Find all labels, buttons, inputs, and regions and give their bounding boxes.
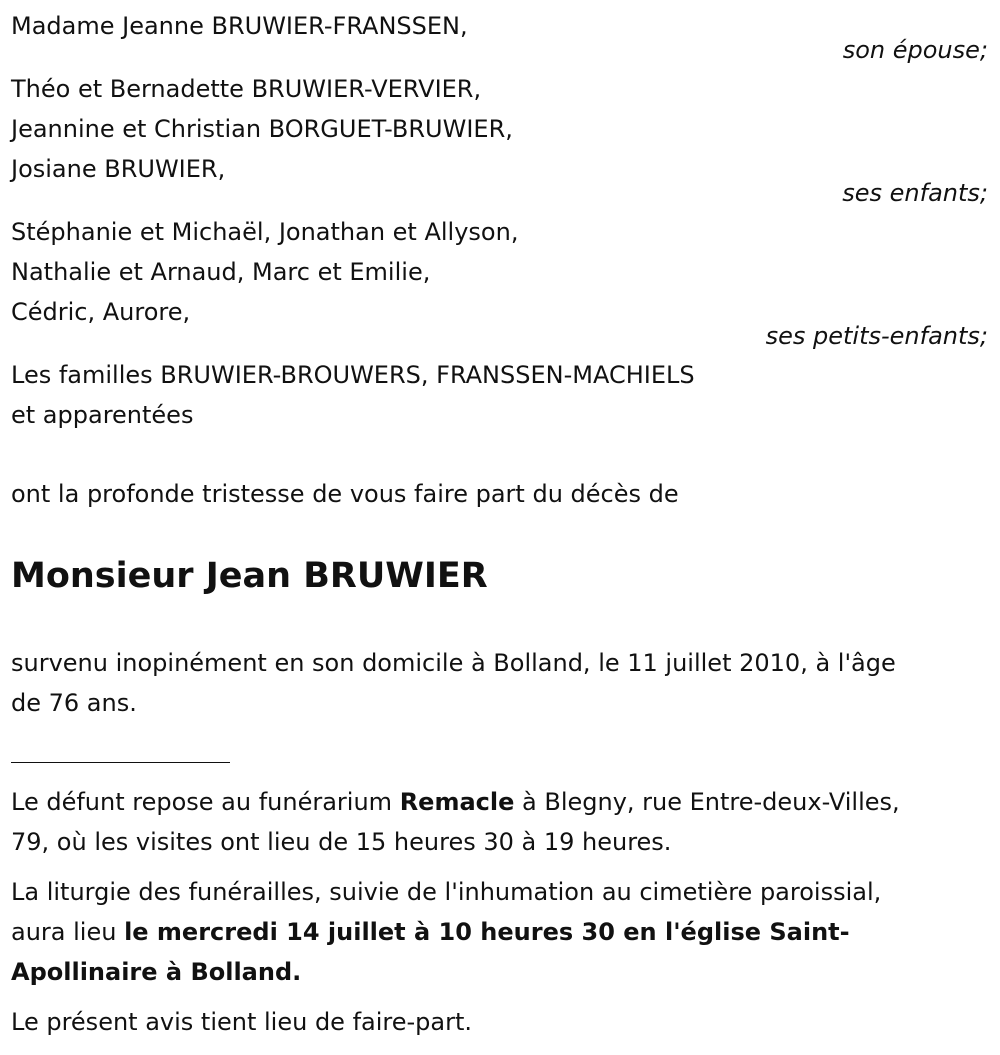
visitation-text-before: Le défunt repose au funérarium: [11, 788, 400, 816]
closing-text: Le présent avis tient lieu de faire-part.: [11, 1008, 473, 1036]
funeral-date-place: le mercredi 14 juillet à 10 heures 30 en l'église Saint-: [124, 918, 850, 946]
children-role: ses enfants;: [842, 179, 988, 207]
funeral-prefix: aura lieu: [11, 918, 125, 946]
grandchildren-role: ses petits-enfants;: [765, 322, 988, 350]
visitation-text-after: à Blegny, rue Entre-deux-Villes,: [514, 788, 900, 816]
announcement-text: ont la profonde tristesse de vous faire part du décès de: [11, 480, 679, 508]
grandchildren-line-2: Nathalie et Arnaud, Marc et Emilie,: [11, 258, 431, 286]
circumstances-line-1: survenu inopinément en son domicile à Bolland, le 11 juillet 2010, à l'âge: [11, 649, 896, 677]
families-line-1: Les familles BRUWIER-BROUWERS, FRANSSEN-MACHIELS: [11, 361, 695, 389]
spouse-role: son épouse;: [842, 36, 988, 64]
visitation-line-2: 79, où les visites ont lieu de 15 heures 30 à 19 heures.: [11, 828, 672, 856]
grandchildren-line-1: Stéphanie et Michaël, Jonathan et Allyson,: [11, 218, 519, 246]
funerarium-name: Remacle: [399, 788, 515, 816]
grandchildren-line-3: Cédric, Aurore,: [11, 298, 191, 326]
deceased-name: Monsieur Jean BRUWIER: [11, 556, 488, 596]
funeral-line-3: [11, 952, 301, 992]
funeral-line-1: La liturgie des funérailles, suivie de l'inhumation au cimetière paroissial,: [11, 878, 882, 906]
separator-rule: [11, 762, 230, 763]
children-line-2: Jeannine et Christian BORGUET-BRUWIER,: [11, 115, 513, 143]
spouse-line: Madame Jeanne BRUWIER-FRANSSEN,: [11, 12, 468, 40]
funeral-line-2: [11, 912, 850, 952]
families-line-2: et apparentées: [11, 401, 194, 429]
funeral-church: Apollinaire à Bolland.: [11, 958, 302, 986]
children-line-3: Josiane BRUWIER,: [11, 155, 226, 183]
circumstances-line-2: de 76 ans.: [11, 689, 137, 717]
visitation-line-1: [11, 782, 900, 822]
children-line-1: Théo et Bernadette BRUWIER-VERVIER,: [11, 75, 482, 103]
